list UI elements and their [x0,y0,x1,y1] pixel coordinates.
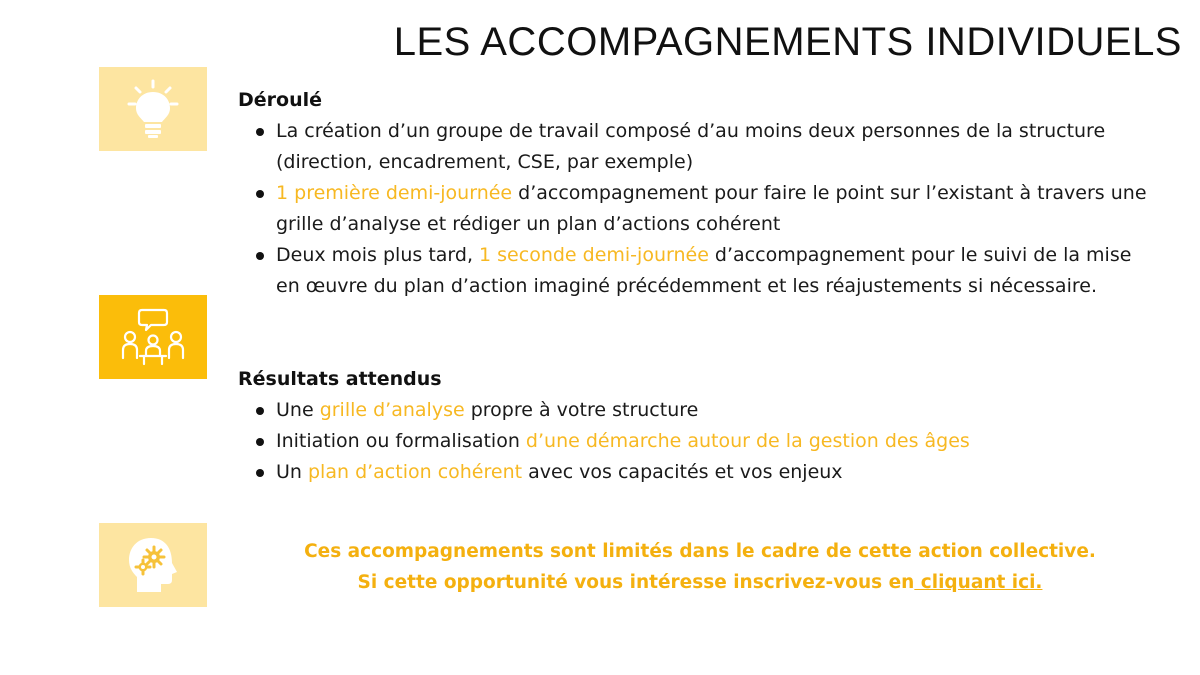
lightbulb-tile [99,67,207,151]
resultats-list [255,395,1160,488]
cta-line-2: Si cette opportunité vous intéresse inscrivez-vous en cliquant ici. [357,572,1043,593]
list-item: Initiation ou formalisation d’une démarche autour de la gestion des âges [255,426,1160,457]
signup-link[interactable]: cliquant ici. [914,572,1043,593]
deroule-list [255,116,1160,302]
list-item: La création d’un groupe de travail composé d’au moins deux personnes de la structure (direction, encadrement, CSE, par exemple) [255,116,1160,178]
call-to-action [240,536,1160,598]
resultats-heading: Résultats attendus [238,368,442,390]
highlight-text: plan d’action cohérent [308,461,523,483]
cta-line-1: Ces accompagnements sont limités dans le cadre de cette action collective. [304,541,1096,562]
page-title: LES ACCOMPAGNEMENTS INDIVIDUELS [393,20,1182,64]
meeting-tile [99,295,207,379]
meeting-people-icon [120,306,186,368]
highlight-text: 1 première demi-journée [276,182,513,204]
head-gears-tile [99,523,207,607]
highlight-text: 1 seconde demi-journée [479,244,709,266]
highlight-text: d’une démarche autour de la gestion des âges [525,430,970,452]
lightbulb-icon [121,77,185,141]
highlight-text: grille d’analyse [319,399,465,421]
head-gears-icon [123,534,183,596]
deroule-heading: Déroulé [238,89,323,111]
list-item: Une grille d’analyse propre à votre structure [255,395,1160,426]
list-item: Un plan d’action cohérent avec vos capacités et vos enjeux [255,457,1160,488]
list-item: 1 première demi-journée d’accompagnement pour faire le point sur l’existant à travers une grille d’analyse et rédiger un plan d’actions cohérent [255,178,1160,240]
list-item: Deux mois plus tard, 1 seconde demi-journée d’accompagnement pour le suivi de la mise en œuvre du plan d’action imaginé précédemment et les réajustements si nécessaire. [255,240,1160,302]
